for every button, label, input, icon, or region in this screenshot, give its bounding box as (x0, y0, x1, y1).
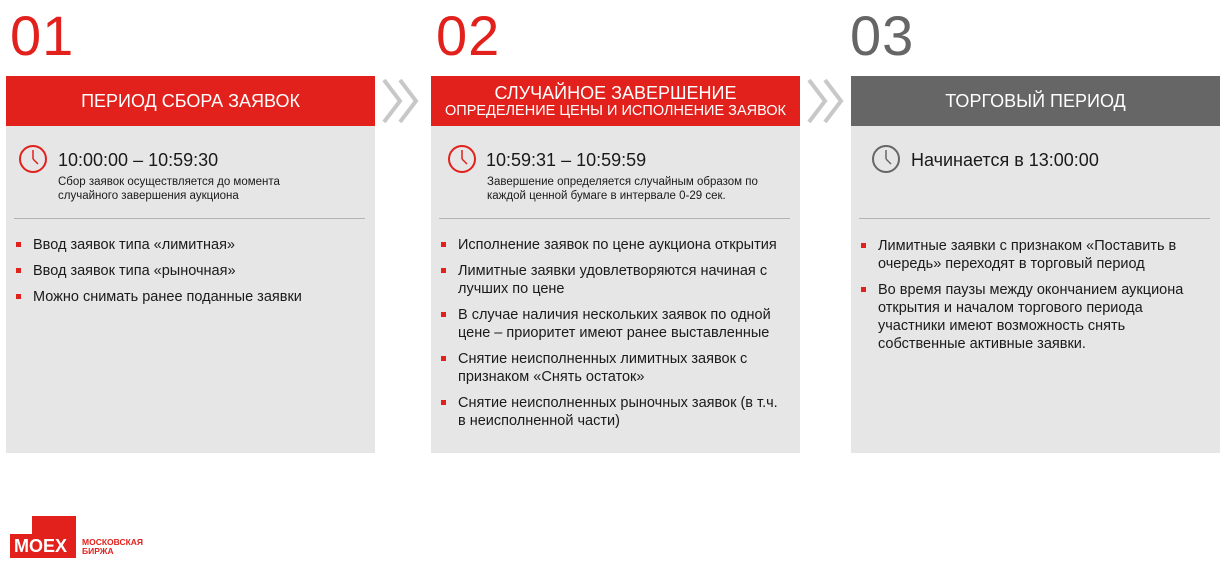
bullet-list (859, 237, 1208, 361)
card-random-completion (431, 76, 800, 453)
list-item (439, 262, 788, 298)
card-header (431, 76, 800, 126)
list-item-text: В случае наличия нескольких заявок по одной цене – приоритет имеют ранее выставленные (458, 307, 771, 341)
time-start: Начинается в 13:00:00 (911, 150, 1099, 170)
time-description (58, 175, 358, 203)
clock-icon (18, 144, 48, 174)
step-number-1: 01 (10, 4, 75, 67)
logo-subtitle (82, 538, 143, 556)
card-title: ТОРГОВЫЙ ПЕРИОД (945, 91, 1126, 111)
logo-subtitle-line: МОСКОВСКАЯ (82, 537, 144, 547)
step-number-3: 03 (850, 4, 915, 67)
time-description (487, 175, 787, 203)
chevron-right-icon (380, 76, 424, 126)
time-description-line: Сбор заявок осуществляется до момента (58, 176, 280, 188)
bullet-square-icon (441, 312, 446, 317)
bullet-square-icon (861, 243, 866, 248)
clock-icon (871, 144, 901, 174)
time-description-line: Завершение определяется случайным образом по (487, 176, 758, 188)
list-item-text: Лимитные заявки удовлетворяются начиная с лучших по цене (458, 263, 768, 297)
time-block (6, 126, 375, 218)
list-item (859, 281, 1208, 353)
divider (439, 218, 790, 219)
list-item-text: Лимитные заявки с признаком «Поставить в очередь» переходят в торговый период (878, 238, 1177, 272)
list-item-text: Ввод заявок типа «лимитная» (33, 237, 235, 253)
bullet-square-icon (441, 242, 446, 247)
list-item (439, 350, 788, 386)
logo-subtitle-line: БИРЖА (82, 546, 114, 556)
card-header (6, 76, 375, 126)
step-number-2: 02 (436, 4, 501, 67)
time-description-line: каждой ценной бумаге в интервале 0-29 сек. (487, 190, 726, 202)
bullet-square-icon (441, 268, 446, 273)
bullet-square-icon (16, 294, 21, 299)
card-trading-period (851, 76, 1220, 453)
list-item-text: Исполнение заявок по цене аукциона открытия (458, 237, 777, 253)
time-range: 10:00:00 – 10:59:30 (58, 150, 219, 170)
time-description-line: случайного завершения аукциона (58, 190, 239, 202)
list-item (14, 262, 363, 280)
bullet-square-icon (441, 356, 446, 361)
list-item (14, 236, 363, 254)
list-item-text: Можно снимать ранее поданные заявки (33, 289, 302, 305)
list-item (439, 394, 788, 430)
list-item (859, 237, 1208, 273)
list-item (14, 288, 363, 306)
card-order-collection (6, 76, 375, 453)
card-title: СЛУЧАЙНОЕ ЗАВЕРШЕНИЕ (494, 82, 737, 103)
bullet-square-icon (861, 287, 866, 292)
logo-text: MOEX (14, 536, 68, 556)
bullet-list (14, 236, 363, 314)
card-title: ПЕРИОД СБОРА ЗАЯВОК (81, 91, 300, 111)
divider (859, 218, 1210, 219)
card-subtitle: ОПРЕДЕЛЕНИЕ ЦЕНЫ И ИСПОЛНЕНИЕ ЗАЯВОК (445, 102, 786, 119)
list-item-text: Снятие неисполненных лимитных заявок с признаком «Снять остаток» (458, 351, 748, 385)
time-block (851, 126, 1220, 218)
time-block (431, 126, 800, 218)
bullet-square-icon (441, 400, 446, 405)
bullet-square-icon (16, 242, 21, 247)
list-item-text: Ввод заявок типа «рыночная» (33, 263, 236, 279)
time-range: 10:59:31 – 10:59:59 (486, 150, 647, 170)
bullet-square-icon (16, 268, 21, 273)
divider (14, 218, 365, 219)
card-header (851, 76, 1220, 126)
list-item (439, 236, 788, 254)
list-item (439, 306, 788, 342)
moex-logo (10, 516, 190, 558)
list-item-text: Снятие неисполненных рыночных заявок (в т.ч. в неисполненной части) (458, 395, 778, 429)
list-item-text: Во время паузы между окончанием аукциона открытия и началом торгового периода участники имеют возможность снять собственные активные заявки. (878, 282, 1184, 352)
clock-icon (447, 144, 477, 174)
chevron-right-icon (805, 76, 849, 126)
bullet-list (439, 236, 788, 438)
